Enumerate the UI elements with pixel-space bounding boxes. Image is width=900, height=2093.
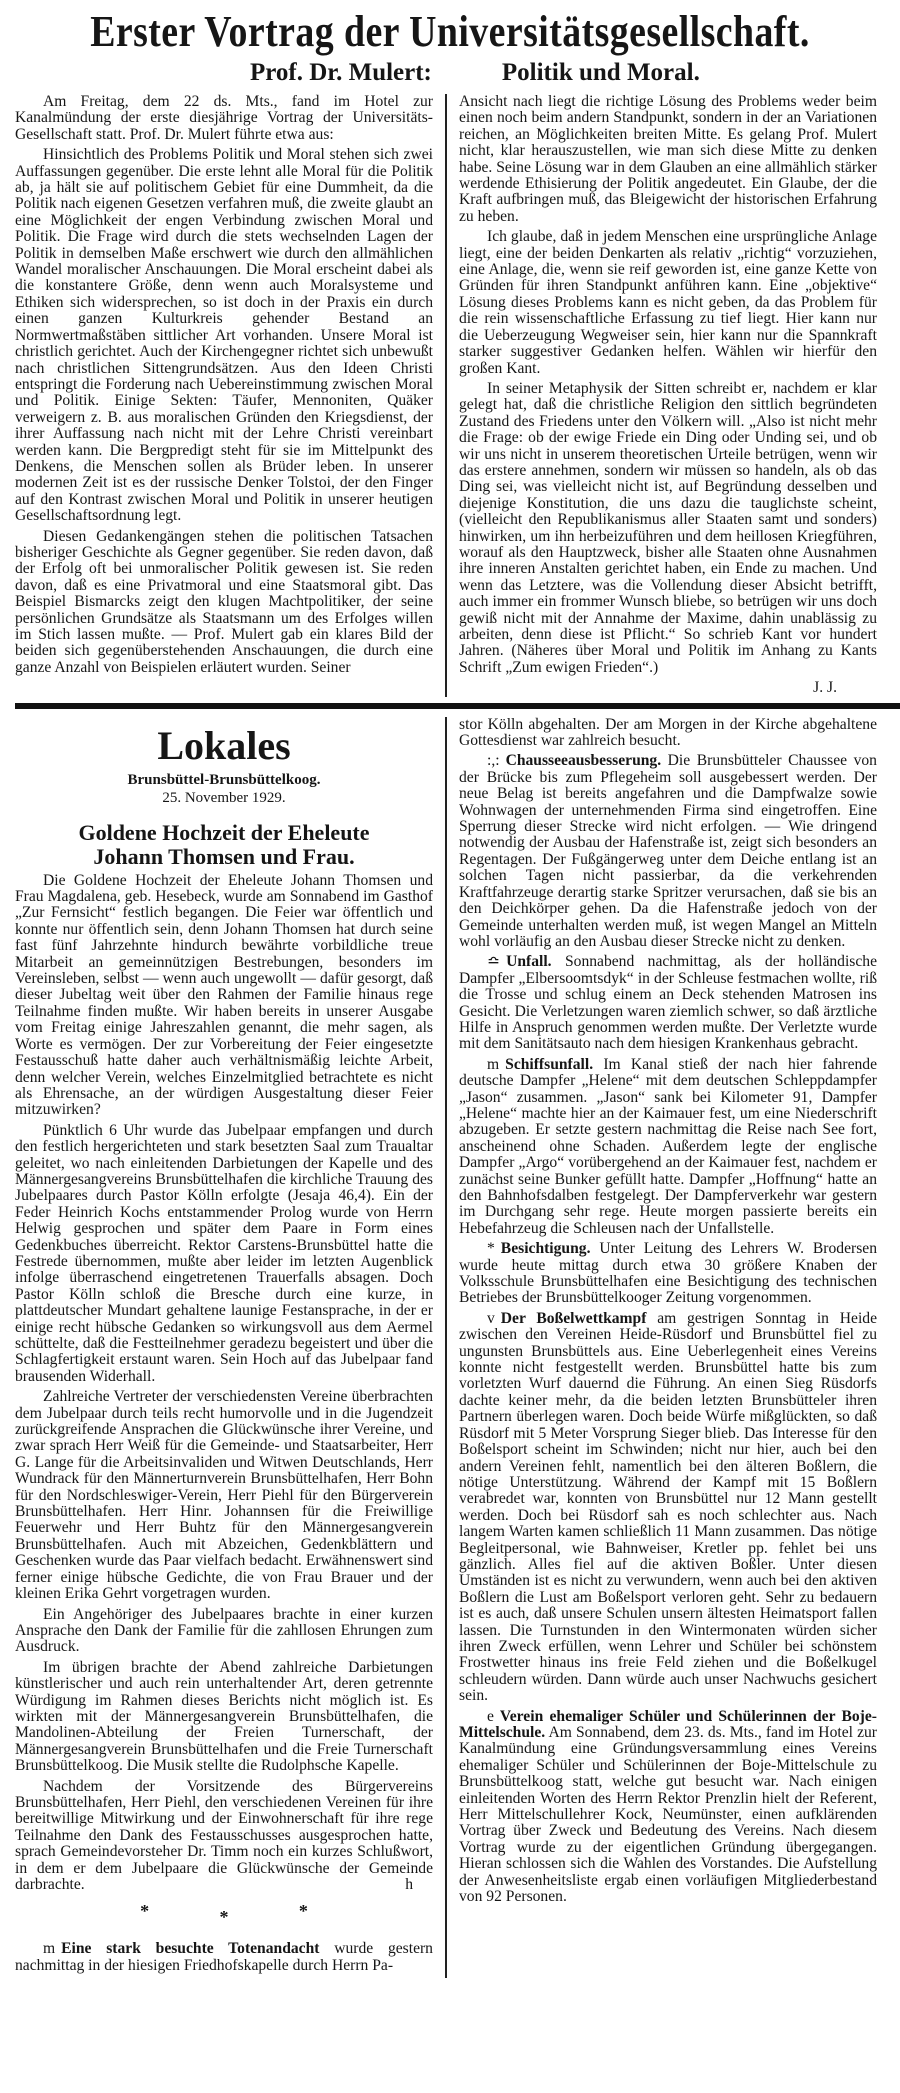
item-text: Die Brunsbütteler Chaussee von der Brücke bis zum Pflegeheim soll ausgebessert werden. Der neue Belag ist bereits angefahren und die Dampfwalze sowie Wohnwagen der unternehmenden Firma sind eingetroffen. Eine Sperrung dieser Strecke wird nicht erfolgen. — Wie dringend notwendig der Ausbau der Hafenstraße ist, zeigt sich besonders an Regentagen. Der Fußgängerweg unter dem Deiche entlang ist an solchen Tagen nicht passierbar, da die verkehrenden Kraftfahrzeuge derartig starke Spritzer verursachen, daß sie bis an den Deichkörper gehen. Da die Hafenstraße jedoch von der Gemeinde unterhalten werden muß, ist wegen Mangel an Mitteln wohl vorläufig an den Ausbau dieser Strecke nicht zu denken.: [459, 752, 877, 950]
signature: J. J.: [813, 679, 837, 697]
headline: Erster Vortrag der Universitätsgesellschaft.: [90, 7, 810, 56]
paragraph: Ein Angehöriger des Jubelpaares brachte in einer kurzen Ansprache den Dank der Familie für die zahllosen Ehrungen zum Ausdruck.: [15, 1605, 433, 1656]
paragraph: Ich glaube, daß in jedem Menschen eine ursprüngliche Anlage liegt, eine der beiden Denkarten als relativ „richtig“ vorzuziehen, eine Anlage, die, wenn sie reif geworden ist, eine ganze Kette von Gründen für ihren Standpunkt anführen kann. Eine „objektive“ Lösung dieses Problems kann es nicht geben, da das Problem für die rein wissenschaftliche Erfassung zu tief liegt. Hier kann nur die Ueberzeugung Wegweiser sein, hier kann nur die Spannkraft starker suggestiver Gedanken helfen. Wählen wir hierfür den großen Kant.: [459, 228, 877, 377]
lecture-column-left: [15, 94, 447, 697]
news-item: [459, 1311, 877, 1705]
item-heading: Chausseeausbesserung.: [505, 752, 662, 770]
paragraph: Diesen Gedankengängen stehen die politischen Tatsachen bisheriger Geschichte als Gegner gegenüber. Sie reden davon, daß der Erfolg oft bei unmoralischer Politik gewesen ist. Sie reden davon, daß es eine Privatmoral und eine Staatsmoral gibt. Das Beispiel Bismarcks zeigt den klugen Machtpolitiker, der seine persönlichen Grundsätze als Staatsmann um des Erfolges willen im Stich lassen mußte. — Prof. Mulert gab ein klares Bild der beiden sich gegenüberstehenden Anschauungen, die durch eine ganze Anzahl von Beispielen erläutert wurden. Seiner: [15, 527, 433, 676]
item-marker: :,:: [487, 752, 500, 770]
section-heading: Lokales: [157, 722, 291, 768]
item-marker: *: [487, 1240, 495, 1258]
subheadline: [0, 58, 900, 88]
item-heading: Schiffsunfall.: [505, 1055, 594, 1073]
paragraph: Im übrigen brachte der Abend zahlreiche Darbietungen künstlerischer und auch rein unterhaltender Art, deren getrennte Würdigung im Rahmen dieses Berichts nicht möglich ist. Es wirkten mit der Männergesangverein Brunsbüttelhafen, die Mandolinen-Abteilung der Freien Turnerschaft, der Männergesangverein Brunsbüttelhafen und die Freie Turnerschaft Brunsbüttelkoog. Die Musik stellte die Rudolphsche Kapelle.: [15, 1658, 433, 1775]
news-column: [447, 717, 877, 1979]
paragraph: Die Goldene Hochzeit der Eheleute Johann Thomsen und Frau Magdalena, geb. Hesebeck, wurde am Sonnabend im Gasthof „Zur Fernsicht“ festlich begangen. Die Feier war öffentlich und konnte nur öffentlich sein, denn Johann Thomsen hat durch seine fast fünf Jahrzehnte hindurch bewährte vorbildliche treue Mitarbeit an gemeinnützigen Bestrebungen, besonders im Vereinsleben, selbst — wenn auch ungewollt — dafür gesorgt, daß dieser Jubeltag weit über den Rahmen der Familie hinaus rege Teilnahme finden mußte. Wir haben bereits in unserer Ausgabe vom Freitag einige Jahreszahlen genannt, die mehr sagen, als Worte es vermögen. Der zur Vorbereitung der Feier eingesetzte Festausschuß hatte daher auch verhältnismäßig leichte Arbeit, denn welcher Verein, welches Einzelmitglied betrachtete es nicht als Ehrensache, an der würdigen Ausgestaltung dieser Feier mitzuwirken?: [15, 871, 433, 1119]
lecture-column-right: [447, 94, 877, 697]
speaker: Prof. Dr. Mulert:: [250, 59, 432, 86]
item-text: Im Kanal stieß der nach hier fahrende deutsche Dampfer „Helene“ mit dem deutschen Schleppdampfer „Jason“ zusammen. „Jason“ sank bei Kilometer 91, Dampfer „Helene“ machte hier an der Kaimauer fest, um eine Niederschrift abzugeben. Er setzte gestern nachmittag die Reise nach See fort, anscheinend ohne Schaden. Außerdem legte der englische Dampfer „Argo“ vorübergehend an der Kaimauer fest, nachdem er zunächst seine Bunker gefüllt hatte. Dampfer „Hoffnung“ hatte an den Bahnhofsdalben festgelegt. Der Dampferverkehr war gestern im Durchgang sehr rege. Heute morgen passierte bereits ein Hebefahrzeug die Schleusen nach der Unfallstelle.: [459, 1055, 878, 1237]
item-text: wurde gestern nachmittag in der hiesigen Friedhofskapelle durch Herrn Pa-: [15, 1940, 433, 1974]
news-item: [459, 1709, 877, 1906]
item-marker: v: [487, 1309, 495, 1327]
paragraph: Zahlreiche Vertreter der verschiedensten Vereine überbrachten dem Jubelpaar durch teils recht humorvolle und in die Jugendzeit zurückgreifende Ansprachen die Glückwünsche ihrer Vereine, und zwar sprach Herr Weiß für die Gemeinde- und Staatsarbeiter, Herr G. Lange für die Arbeitsinvaliden und Witwen Deutschlands, Herr Wundrack für den Männerturnverein Brunsbüttelhafen, Herr Bohn für den Nordschleswiger-Verein, Herr Piehl für den Bürgerverein Brunsbüttelhafen. Herr Hinr. Johannsen für die Freiwillige Feuerwehr und Herr Buhtz für den Männergesangverein Brunsbüttelhafen. Auch mit Abzeichen, Gedenkblättern und Geschenken wurde das Paar vielfach bedacht. Erwähnenswert sind ferner einige hübsche Gedichte, die von Frau Brauer und der kleinen Erika Gehrt vorgetragen wurden.: [15, 1388, 433, 1603]
paragraph: stor Kölln abgehalten. Der am Morgen in der Kirche abgehaltene Gottesdienst war zahlreich besucht.: [459, 715, 877, 750]
author-mark: h: [405, 1876, 413, 1893]
item-text: Unter Leitung des Lehrers W. Brodersen wurde heute mittag durch etwa 30 größere Knaben der Volksschule Brunsbüttelhafen eine Besichtigung des technischen Betriebes der Brunsbüttelkooger Zeitung vorgenommen.: [459, 1240, 877, 1307]
news-item: [459, 753, 877, 950]
item-text: Sonnabend nachmittag, als der holländische Dampfer „Elbersoomtsdyk“ in der Schleuse festmachen wollte, riß die Trosse und schlug einem an Deck stehenden Matrosen ins Gesicht. Die Verletzungen waren ziemlich schwer, so daß ärztliche Hilfe in Anspruch genommen werden mußte. Der Verletzte wurde mit dem Sanitätsauto nach dem hiesigen Krankenhaus gebracht.: [459, 953, 877, 1053]
news-item: [15, 1941, 433, 1974]
item-marker: m: [487, 1055, 500, 1073]
section-divider: [15, 703, 900, 709]
item-heading: Besichtigung.: [500, 1240, 591, 1258]
paragraph: Pünktlich 6 Uhr wurde das Jubelpaar empfangen und durch den festlich hergerichteten und stark besetzten Saal zum Traualtar geleitet, wo nach einleitenden Darbietungen der Kapelle und des Männergesangvereins Brunsbüttelhafen die kirchliche Trauung des Jubelpaares durch Pastor Kölln erfolgte (Jesaja 46,4). Ein der Feder Heinrich Kochs entstammender Prolog wurde von Herrn Helwig gesprochen und später dem Paare in Form eines Gedenkbuches überreicht. Rektor Carstens-Brunsbüttel hatte die Festrede übernommen, mußte aber leider im letzten Augenblick infolge überraschend eingetretenen Trauerfalls absagen. Doch Pastor Kölln schloß die Bresche durch eine kurze, in plattdeutscher Mundart gehaltene launige Festansprache, in der er einige recht hübsche Gedanken so wirkungsvoll aus dem Aermel schüttelte, daß die Festteilnehmer geradezu begeistert und über die Schlagfertigkeit erstaunt waren. Sein Hoch auf das Jubelpaar fand brausenden Widerhall.: [15, 1121, 433, 1385]
article-title-line: Goldene Hochzeit der Eheleute: [78, 819, 370, 845]
place-line: Brunsbüttel-Brunsbüttelkoog.: [127, 771, 321, 788]
bottom-margin: [0, 1978, 900, 1990]
news-item: [459, 1241, 877, 1307]
item-marker: m: [43, 1940, 56, 1958]
item-heading: Verein ehemaliger Schüler und Schülerinnen der Boje-Mittelschule.: [459, 1707, 877, 1741]
asterisk: *: [140, 1901, 150, 1922]
item-heading: Der Boßelwettkampf: [500, 1309, 647, 1327]
date-line: 25. November 1929.: [162, 789, 286, 806]
item-heading: Unfall.: [506, 953, 552, 971]
paragraph-text: Nachdem der Vorsitzende des Bürgervereins Brunsbüttelhafen, Herr Piehl, den verschiedenen Vereinen für ihre bereitwillige Mitwirkung und der Einwohnerschaft für ihre rege Teilnahme den Dank des Festausschusses ausgesprochen hatte, sprach Gemeindevorsteher Dr. Timm noch ein kurzes Schlußwort, in dem er dem Jubelpaare die Glückwünsche der Gemeinde darbrachte.: [15, 1777, 433, 1893]
article-title: [15, 821, 433, 869]
topic: Politik und Moral.: [501, 59, 700, 86]
item-marker: ≏: [487, 953, 501, 971]
paragraph: Ansicht nach liegt die richtige Lösung des Problems weder beim einen noch beim andern Standpunkt, sondern in der an Variationen reichen, an Möglichkeiten breiten Mitte. Es gelang Prof. Mulert nicht, klar herauszustellen, wie man sich diese Mitte zu denken habe. Seine Lösung war in dem Glauben an eine allmählich stärker werdende Ethisierung der Politik angedeutet. Ein Glaube, der die Kraft aufbringen muß, das Bleigewicht der historischen Erfahrung zu heben.: [459, 93, 877, 225]
asterisk: *: [219, 1907, 229, 1928]
paragraph: Am Freitag, dem 22 ds. Mts., fand im Hotel zur Kanalmündung der erste diesjährige Vortrag der Universitäts-Gesellschaft statt. Prof. Dr. Mulert führte etwa aus:: [15, 93, 433, 143]
news-item: [459, 1057, 877, 1237]
asterisk: *: [298, 1901, 308, 1922]
local-news-section: [0, 717, 900, 1979]
item-text: am gestrigen Sonntag in Heide zwischen den Vereinen Heide-Rüsdorf und Brunsbüttel fiel zu ungunsten Brunsbüttels aus. Eine Ueberlegenheit eines Vereins konnte nicht festgestellt werden. Brunsbüttel hatte bis zum vorletzten Wurf dauernd die Führung. An einen Sieg Rüsdorfs dachte keiner mehr, da die beiden letzten Brunsbütteler ihren Partnern überlegen waren. Doch beide Würfe mißglückten, so daß Rüsdorf mit 5 Meter Vorsprung Sieger blieb. Das Interesse für den Boßelsport scheint im Schwinden; nicht nur hier, auch bei den andern Vereinen fehlt, namentlich bei den älteren Boßlern, die nötige Unterstützung. Während der Kampf mit 15 Boßlern verabredet war, konnten von Brunsbüttel nur 12 Mann gestellt werden. Doch bei Rüsdorf sah es noch schlechter aus. Nach langem Warten kamen schließlich 11 Mann zusammen. Das nötige Begleitpersonal, wie Bahnweiser, Kretler pp. fehlet bei uns gänzlich. Alles fiel auf die aktiven Boßler. Unter diesen Umständen ist es nicht zu verwundern, wenn auch bei den aktiven Boßlern die Lust am Boßelsport verloren geht. Sehr zu bedauern ist es auch, daß unsere Schulen unsern ältesten Heimatsport fallen lassen. Die Turnstunden in den Wintermonaten würden sicher ihren Zweck erfüllen, wenn Lehrer und Schüler bei schönstem Frostwetter hinaus ins freie Feld ziehen und die Boßelkugel schleudern würden. Dann würde auch unser Nachwuchs gesichert sein.: [459, 1309, 877, 1705]
separator: [15, 1897, 433, 1941]
paragraph: [15, 1779, 433, 1894]
item-heading: Eine stark besuchte Totenandacht: [61, 1940, 320, 1958]
news-item: [459, 954, 877, 1052]
item-marker: e: [487, 1707, 494, 1725]
item-text: Am Sonnabend, dem 23. ds. Mts., fand im Hotel zur Kanalmündung eine Gründungsversammlung eines Vereins ehemaliger Schüler und Schülerinnen der Boje-Mittelschule zu Brunsbüttelkoog statt, welche gut besucht war. Nach einigen einleitenden Worten des Herrn Rektor Prenzlin hielt der Referent, Herr Mittelschullehrer Kock, Neumünster, einen aufklärenden Vortrag über Zweck und Bedeutung des Vereins. Nach diesem Vortrag wurde zu der eigentlichen Gründung übergegangen. Hieran schlossen sich die Wahlen des Vorstandes. Die Aufstellung der Anwesenheitsliste ergab einen vorläufigen Mitgliederbestand von 92 Personen.: [459, 1724, 877, 1906]
lokales-column: [15, 717, 447, 1979]
lecture-section: [0, 94, 900, 697]
paragraph: In seiner Metaphysik der Sitten schreibt er, nachdem er klar gelegt hat, daß die christliche Religion den sittlich begründeten Zustand des Friedens unter den Völkern will. „Also ist nicht mehr die Frage: ob der ewige Friede ein Ding oder Unding sei, und ob wir uns nicht in unserem theoretischen Urteile betrügen, wenn wir das erstere annehmen, sondern wir müssen so handeln, als ob das Ding sei, was vielleicht nicht ist, auf Begründung desselben und diejenige Konstitution, die uns dazu die tauglichste scheint, (vielleicht den Republikanismus aller Staaten samt und sonders) hinwirken, um ihn herbeizuführen und dem heillosen Kriegführen, worauf als den Hauptzweck, bisher alle Staaten ohne Ausnahmen ihre inneren Anstalten gerichtet haben, ein Ende zu machen. Und wenn das Letztere, was die Vollendung dieser Absicht betrifft, auch immer ein frommer Wunsch bliebe, so betrügen wir uns doch gewiß nicht mit der Annahme der Maxime, dahin unablässig zu arbeiten, denn diese ist Pflicht.“ So schrieb Kant vor hundert Jahren. (Näheres über Moral und Politik im Anhang zu Kants Schrift „Zum ewigen Frieden“.): [459, 379, 877, 676]
paragraph: Hinsichtlich des Problems Politik und Moral stehen sich zwei Auffassungen gegenüber. Die erste lehnt alle Moral für die Politik ab, ja hält sie auf politischem Gebiet für eine Dummheit, da die Politik nach eigenen Gesetzen verfahren muß, die zweite glaubt an eine Möglichkeit der engen Verbindung zwischen Moral und Politik. Die Frage wird durch die stets wechselnden Lagen der Politik in demselben Maße erschwert wie durch den allmählichen Wandel moralischer Anschauungen. Die Moral erscheint dabei als die konstantere Größe, denn wenn auch Moralsysteme und Ethiken sich widersprechen, so ist doch in der Praxis ein durch einen ganzen Kulturkreis gehender Bestand an Normwertmaßstäben sittlicher Art vorhanden. Unsere Moral ist christlich gerichtet. Auch der Kirchengegner richtet sich unbewußt nach christlichen Sittengrundsätzen. Aus den Ideen Christi entspringt die Forderung nach Uebereinstimmung zwischen Moral und Politik. Einige Sekten: Täufer, Mennoniten, Quäker verweigern z. B. aus moralischen Gründen den Kriegsdienst, der ihrer Auffassung nach nicht mit der Lehre Christi vereinbart werden kann. Die Bergpredigt steht für sie im Mittelpunkt des Denkens, die Menschen sollen als Brüder leben. In unserer modernen Zeit ist es der russische Denker Tolstoi, der den Finger auf den Kontrast zwischen Moral und Politik in unserer heutigen Gesellschaftsordnung legt.: [15, 146, 433, 525]
article-title-line: Johann Thomsen und Frau.: [93, 843, 355, 869]
